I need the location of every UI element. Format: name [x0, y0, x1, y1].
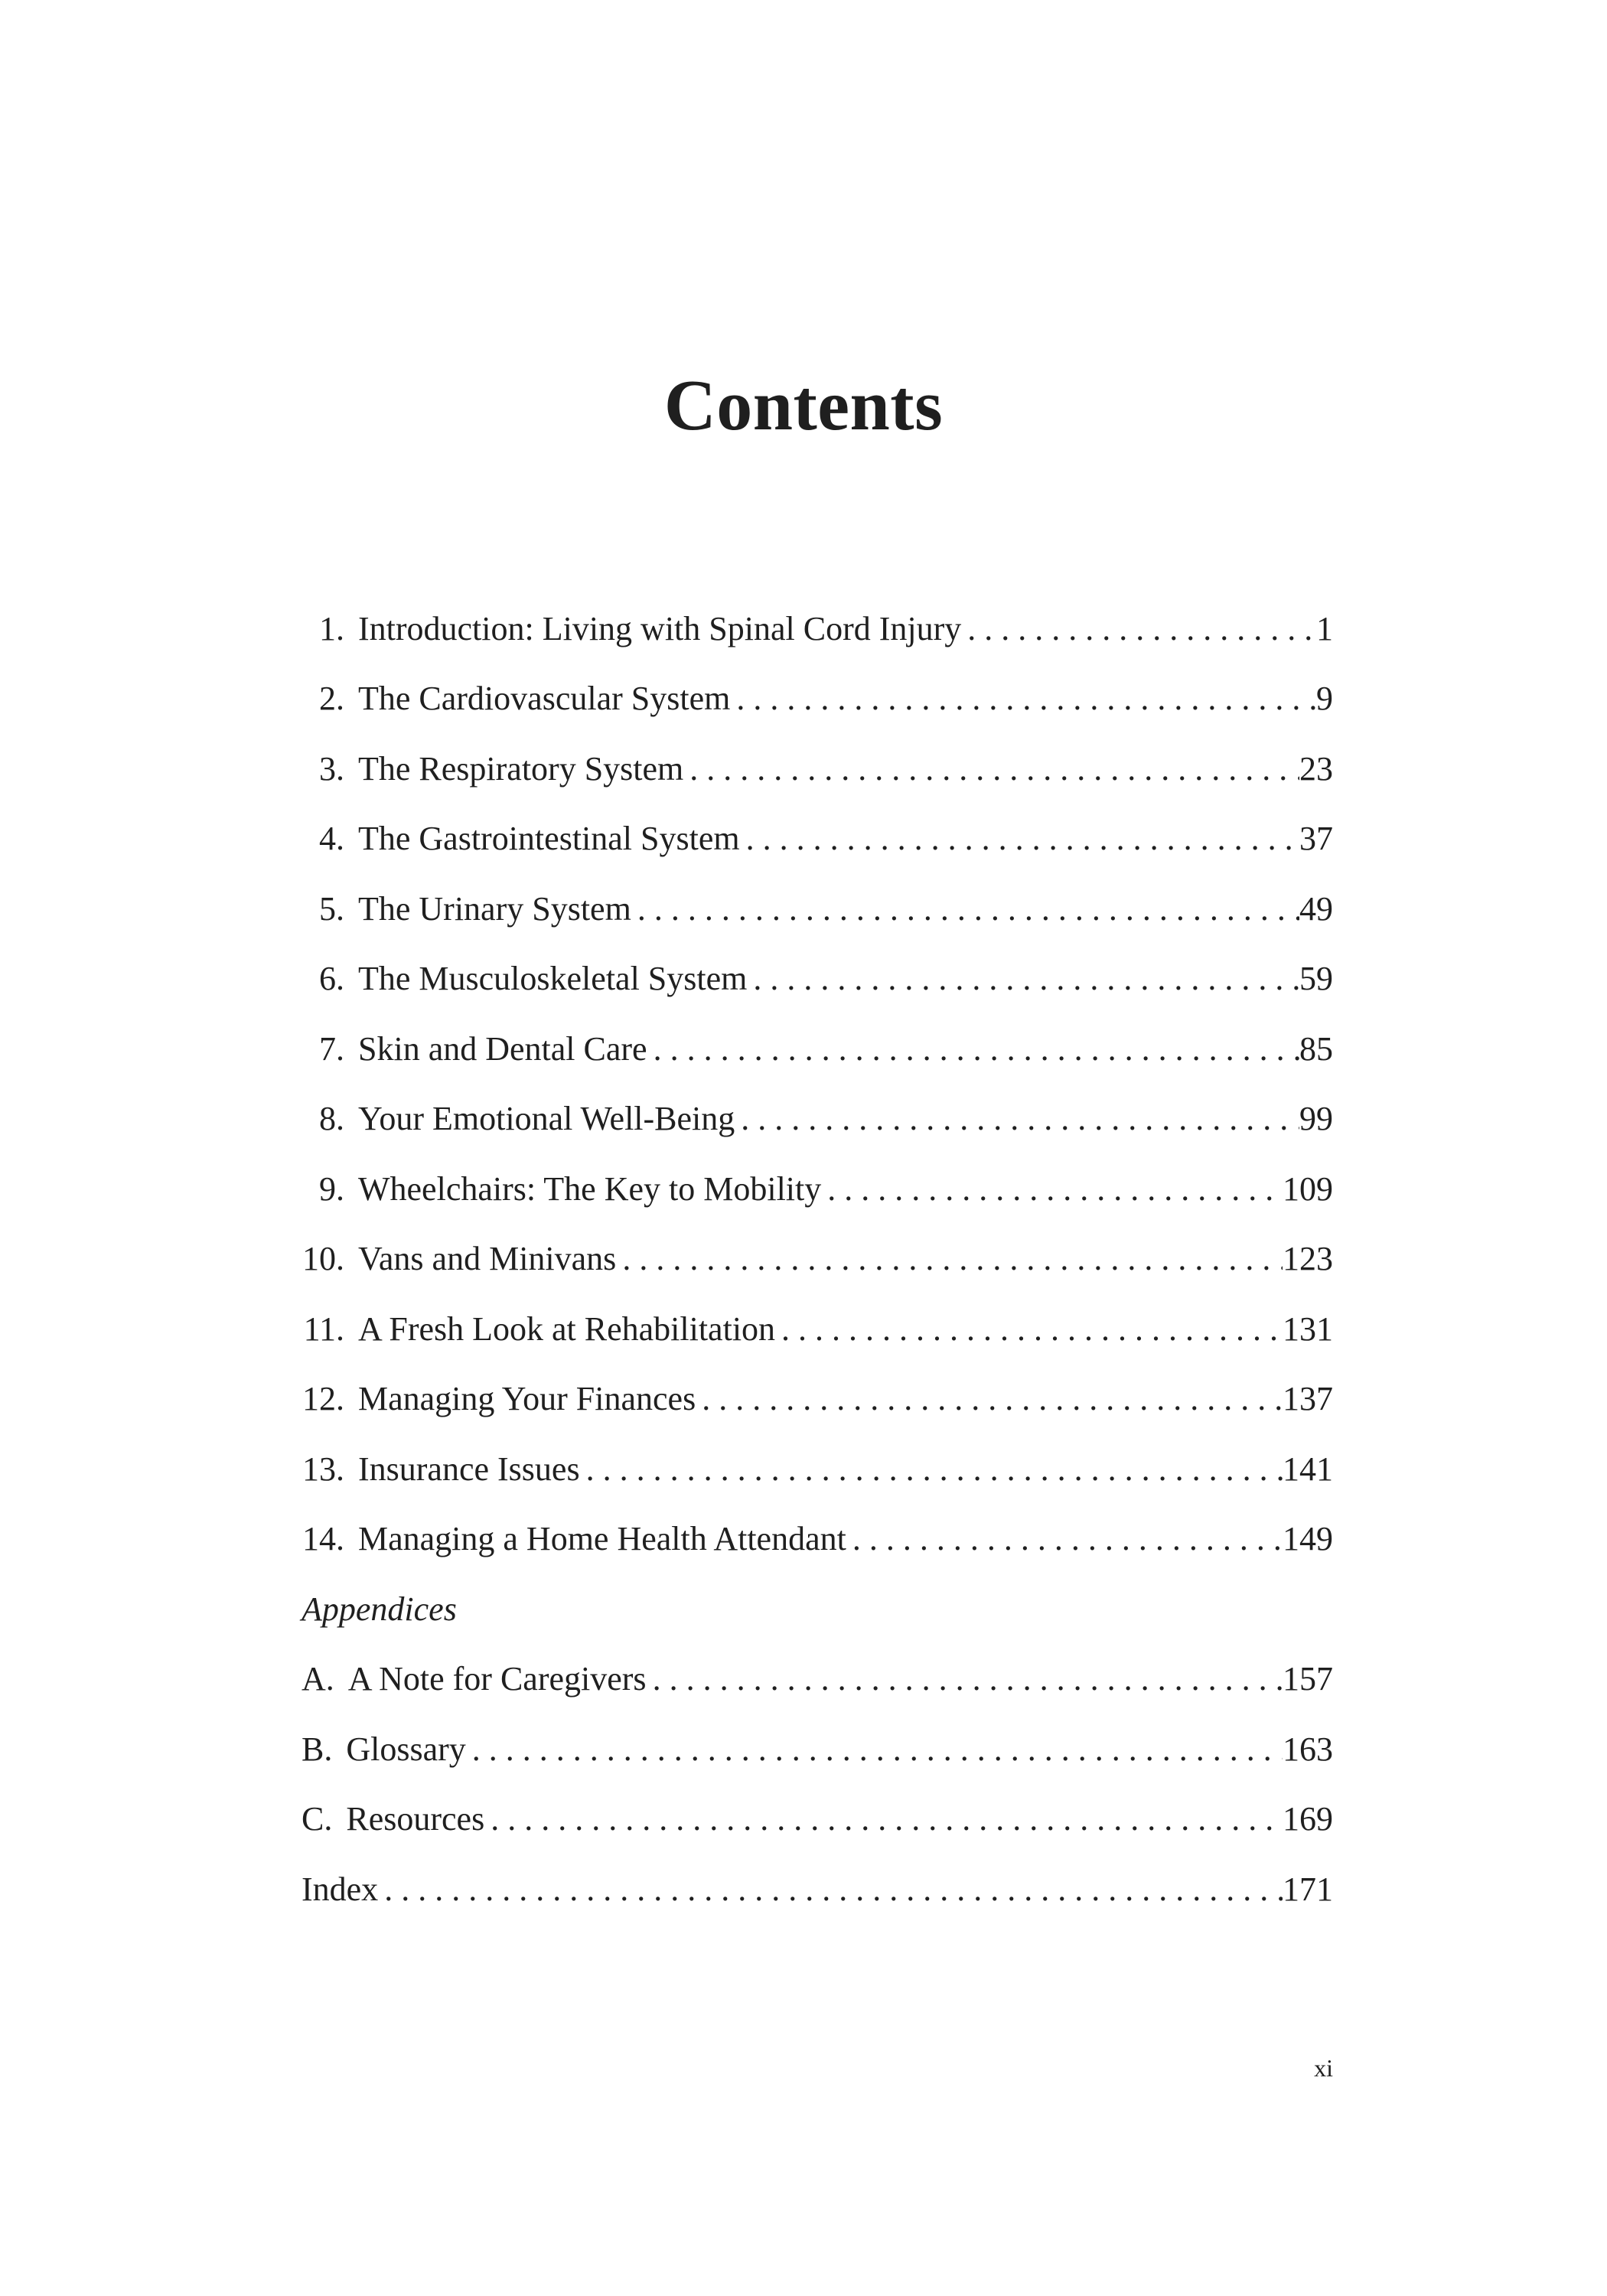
- dot-leader: [740, 822, 1299, 856]
- chapter-title: The Gastrointestinal System: [358, 820, 740, 858]
- dot-leader: [484, 1802, 1283, 1836]
- chapter-title: Managing a Home Health Attendant: [358, 1520, 846, 1558]
- page-number: 85: [1299, 1029, 1333, 1068]
- dot-leader: [647, 1032, 1299, 1066]
- dot-leader: [735, 1102, 1299, 1136]
- page-title: Contents: [663, 365, 944, 445]
- chapter-number: 14.: [302, 1520, 344, 1558]
- chapter-number: 2.: [319, 680, 344, 718]
- dot-leader: [466, 1733, 1283, 1766]
- toc-entry[interactable]: [302, 1365, 1333, 1435]
- toc-entry[interactable]: [302, 664, 1333, 735]
- page-number: 169: [1283, 1800, 1333, 1838]
- dot-leader: [696, 1382, 1283, 1416]
- chapter-number: 10.: [302, 1240, 344, 1278]
- chapter-number: 6.: [319, 960, 344, 998]
- appendices-heading: Appendices: [302, 1590, 457, 1628]
- appendix-title: Glossary: [346, 1730, 466, 1768]
- toc-entry[interactable]: [302, 944, 1333, 1015]
- page-number: 23: [1299, 749, 1333, 788]
- toc-entry[interactable]: [302, 1154, 1333, 1225]
- dot-leader: [775, 1313, 1283, 1346]
- dot-leader: [961, 612, 1316, 646]
- chapter-title: A Fresh Look at Rehabilitation: [358, 1309, 776, 1348]
- page-number: 1: [1316, 609, 1333, 647]
- dot-leader: [747, 962, 1299, 996]
- chapter-number: 9.: [319, 1169, 344, 1208]
- page-number: 149: [1283, 1520, 1333, 1558]
- appendix-letter: A.: [302, 1660, 334, 1698]
- toc-entry[interactable]: [302, 1785, 1333, 1855]
- dot-leader: [647, 1662, 1283, 1696]
- dot-leader: [821, 1172, 1283, 1206]
- toc-entry[interactable]: [302, 1014, 1333, 1084]
- dot-leader: [580, 1453, 1283, 1486]
- page-number: 37: [1299, 820, 1333, 858]
- appendix-title: A Note for Caregivers: [347, 1660, 647, 1698]
- chapter-title: Wheelchairs: The Key to Mobility: [358, 1169, 822, 1208]
- dot-leader: [846, 1522, 1283, 1556]
- toc-entry[interactable]: [302, 1505, 1333, 1575]
- page-number: 49: [1299, 889, 1333, 928]
- toc-entry-index[interactable]: [302, 1854, 1333, 1925]
- page-number: 109: [1283, 1169, 1333, 1208]
- page-number: 157: [1283, 1660, 1333, 1698]
- chapter-title: The Cardiovascular System: [358, 680, 731, 718]
- toc-entry[interactable]: [302, 734, 1333, 804]
- table-of-contents: [302, 594, 1333, 1925]
- chapter-number: 11.: [303, 1309, 344, 1348]
- page-number: 123: [1283, 1240, 1333, 1278]
- toc-entry[interactable]: [302, 1645, 1333, 1715]
- chapter-number: 1.: [319, 609, 344, 647]
- toc-entry[interactable]: [302, 1714, 1333, 1785]
- page-number: 137: [1283, 1380, 1333, 1418]
- chapter-title: The Respiratory System: [358, 749, 684, 788]
- dot-leader: [683, 752, 1299, 786]
- page-number: 141: [1283, 1450, 1333, 1488]
- dot-leader: [616, 1242, 1283, 1276]
- chapter-title: The Musculoskeletal System: [358, 960, 748, 998]
- toc-entry[interactable]: [302, 874, 1333, 944]
- toc-entry[interactable]: [302, 1084, 1333, 1155]
- appendix-title: Resources: [346, 1800, 485, 1838]
- chapter-title: Insurance Issues: [358, 1450, 580, 1488]
- chapter-number: 12.: [302, 1380, 344, 1418]
- appendix-letter: B.: [302, 1730, 333, 1768]
- dot-leader: [730, 682, 1316, 716]
- appendices-heading-row: [302, 1574, 1333, 1645]
- toc-entry[interactable]: [302, 804, 1333, 875]
- dot-leader: [378, 1873, 1283, 1906]
- index-title: Index: [302, 1870, 379, 1908]
- chapter-title: Introduction: Living with Spinal Cord Injury: [358, 609, 962, 647]
- toc-entry[interactable]: [302, 1225, 1333, 1295]
- chapter-number: 4.: [319, 820, 344, 858]
- chapter-title: Skin and Dental Care: [358, 1029, 647, 1068]
- page-number: 99: [1299, 1100, 1333, 1138]
- toc-entry[interactable]: [302, 1294, 1333, 1365]
- page-number: 59: [1299, 960, 1333, 998]
- appendix-letter: C.: [302, 1800, 333, 1838]
- chapter-number: 7.: [319, 1029, 344, 1068]
- page-number: 163: [1283, 1730, 1333, 1768]
- chapter-title: The Urinary System: [358, 889, 631, 928]
- chapter-number: 8.: [319, 1100, 344, 1138]
- chapter-number: 13.: [302, 1450, 344, 1488]
- toc-entry[interactable]: [302, 1434, 1333, 1505]
- chapter-title: Managing Your Finances: [358, 1380, 696, 1418]
- page-number: 131: [1283, 1309, 1333, 1348]
- chapter-number: 5.: [319, 889, 344, 928]
- page-folio: xi: [1314, 2054, 1333, 2082]
- chapter-number: 3.: [319, 749, 344, 788]
- page-number: 9: [1316, 680, 1333, 718]
- page-number: 171: [1283, 1870, 1333, 1908]
- dot-leader: [631, 892, 1299, 926]
- chapter-title: Your Emotional Well-Being: [358, 1100, 735, 1138]
- toc-entry[interactable]: [302, 594, 1333, 664]
- chapter-title: Vans and Minivans: [358, 1240, 617, 1278]
